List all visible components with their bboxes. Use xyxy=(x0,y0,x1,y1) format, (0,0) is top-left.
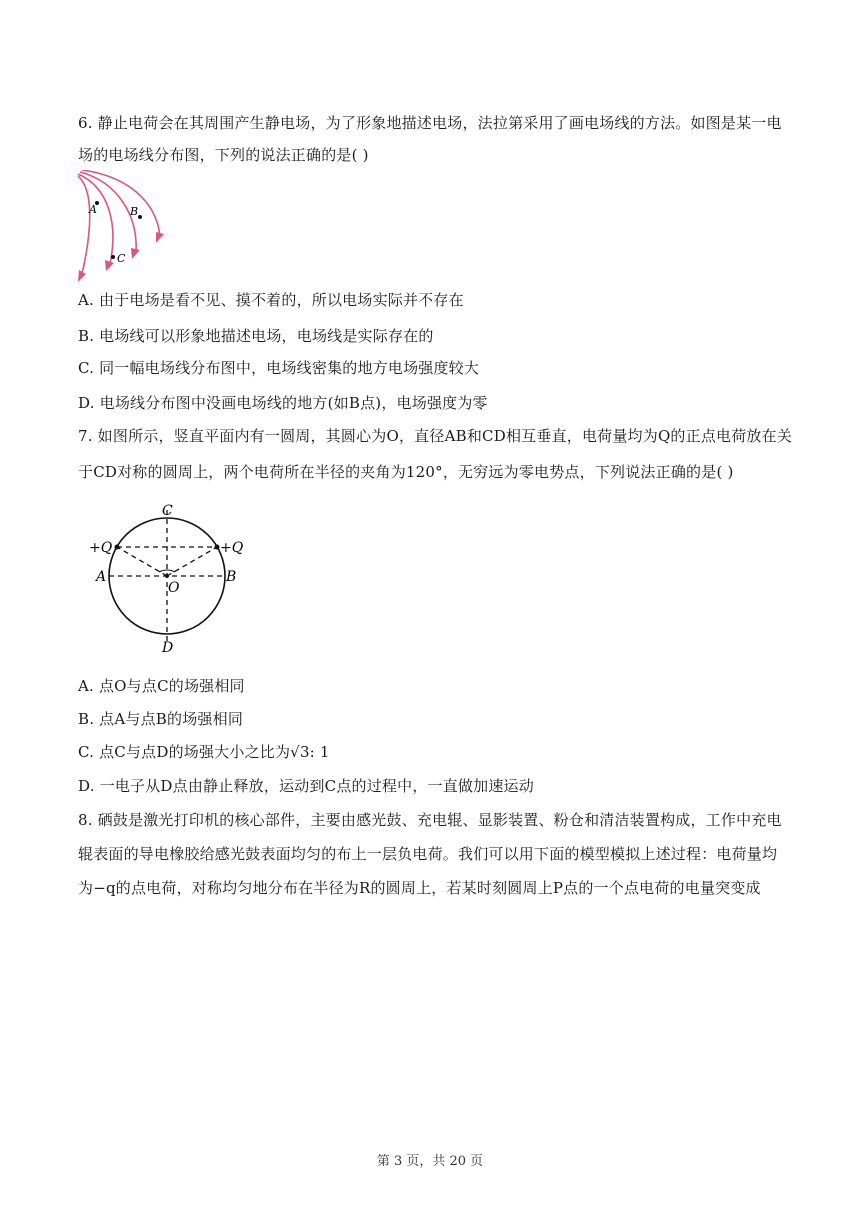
q8-stem-line3: 为−q的点电荷，对称均匀地分布在半径为R的圆周上，若某时刻圆周上P点的一个点电荷的电量突变成 xyxy=(78,879,761,897)
q6-field-line-figure xyxy=(74,170,170,282)
arrowhead-3 xyxy=(131,248,140,259)
label-a: A xyxy=(89,203,97,216)
page-footer: 第 3 页，共 20 页 xyxy=(376,1154,484,1169)
q6-option-a: A. 由于电场是看不见、摸不着的，所以电场实际并不存在 xyxy=(78,291,464,309)
q7-stem-line1: 7. 如图所示，竖直平面内有一圆周，其圆心为O，直径AB和CD相互垂直，电荷量均为Q的正点电荷放在关 xyxy=(78,427,793,445)
label-q-right: +Q xyxy=(220,540,244,556)
field-line-2 xyxy=(78,174,113,264)
q7-option-a: A. 点O与点C的场强相同 xyxy=(78,677,245,695)
arrowhead-2 xyxy=(105,260,114,271)
label-b: B xyxy=(130,205,139,218)
q6-option-d: D. 电场线分布图中没画电场线的地方(如B点)，电场强度为零 xyxy=(78,394,488,412)
q6-stem-line1: 6. 静止电荷会在其周围产生静电场，为了形象地描述电场，法拉第采用了画电场线的方法。如图是某一电 xyxy=(78,114,782,132)
q6-stem-line2: 场的电场线分布图，下列的说法正确的是( ) xyxy=(78,146,369,164)
charge-left-dot xyxy=(115,545,120,550)
point-b-dot xyxy=(138,215,142,219)
angle-arc xyxy=(159,570,175,572)
q6-option-b: B. 电场线可以形象地描述电场，电场线是实际存在的 xyxy=(78,327,434,345)
q7-option-b: B. 点A与点B的场强相同 xyxy=(78,710,244,728)
field-line-1 xyxy=(78,176,90,274)
q7-option-d: D. 一电子从D点由静止释放，运动到C点的过程中，一直做加速运动 xyxy=(78,777,534,795)
q8-stem-line2: 辊表面的导电橡胶给感光鼓表面均匀的布上一层负电荷。我们可以用下面的模型模拟上述过程：电荷量均 xyxy=(78,845,778,863)
q6-option-c: C. 同一幅电场线分布图中，电场线密集的地方电场强度较大 xyxy=(78,359,480,377)
label-d: D xyxy=(162,640,174,656)
arrowhead-1 xyxy=(78,270,86,282)
label-q-left: +Q xyxy=(89,540,113,556)
label-o: O xyxy=(168,580,180,596)
q8-stem-line1: 8. 硒鼓是激光打印机的核心部件，主要由感光鼓、充电辊、显影装置、粉仓和清洁装置构成，工作中充电 xyxy=(78,811,782,829)
center-dot xyxy=(165,574,169,578)
label-b: B xyxy=(226,569,237,585)
label-c: C xyxy=(162,503,173,519)
charge-right-dot xyxy=(215,545,220,550)
q7-circle-figure xyxy=(86,500,248,656)
arrowhead-4 xyxy=(156,232,164,243)
label-c: C xyxy=(117,252,126,265)
q7-option-c: C. 点C与点D的场强大小之比为√3: 1 xyxy=(78,743,330,761)
point-c-dot xyxy=(111,255,115,259)
label-a: A xyxy=(96,569,107,585)
q7-stem-line2: 于CD对称的圆周上，两个电荷所在半径的夹角为120°，无穷远为零电势点，下列说法正确的是( ) xyxy=(78,463,734,481)
